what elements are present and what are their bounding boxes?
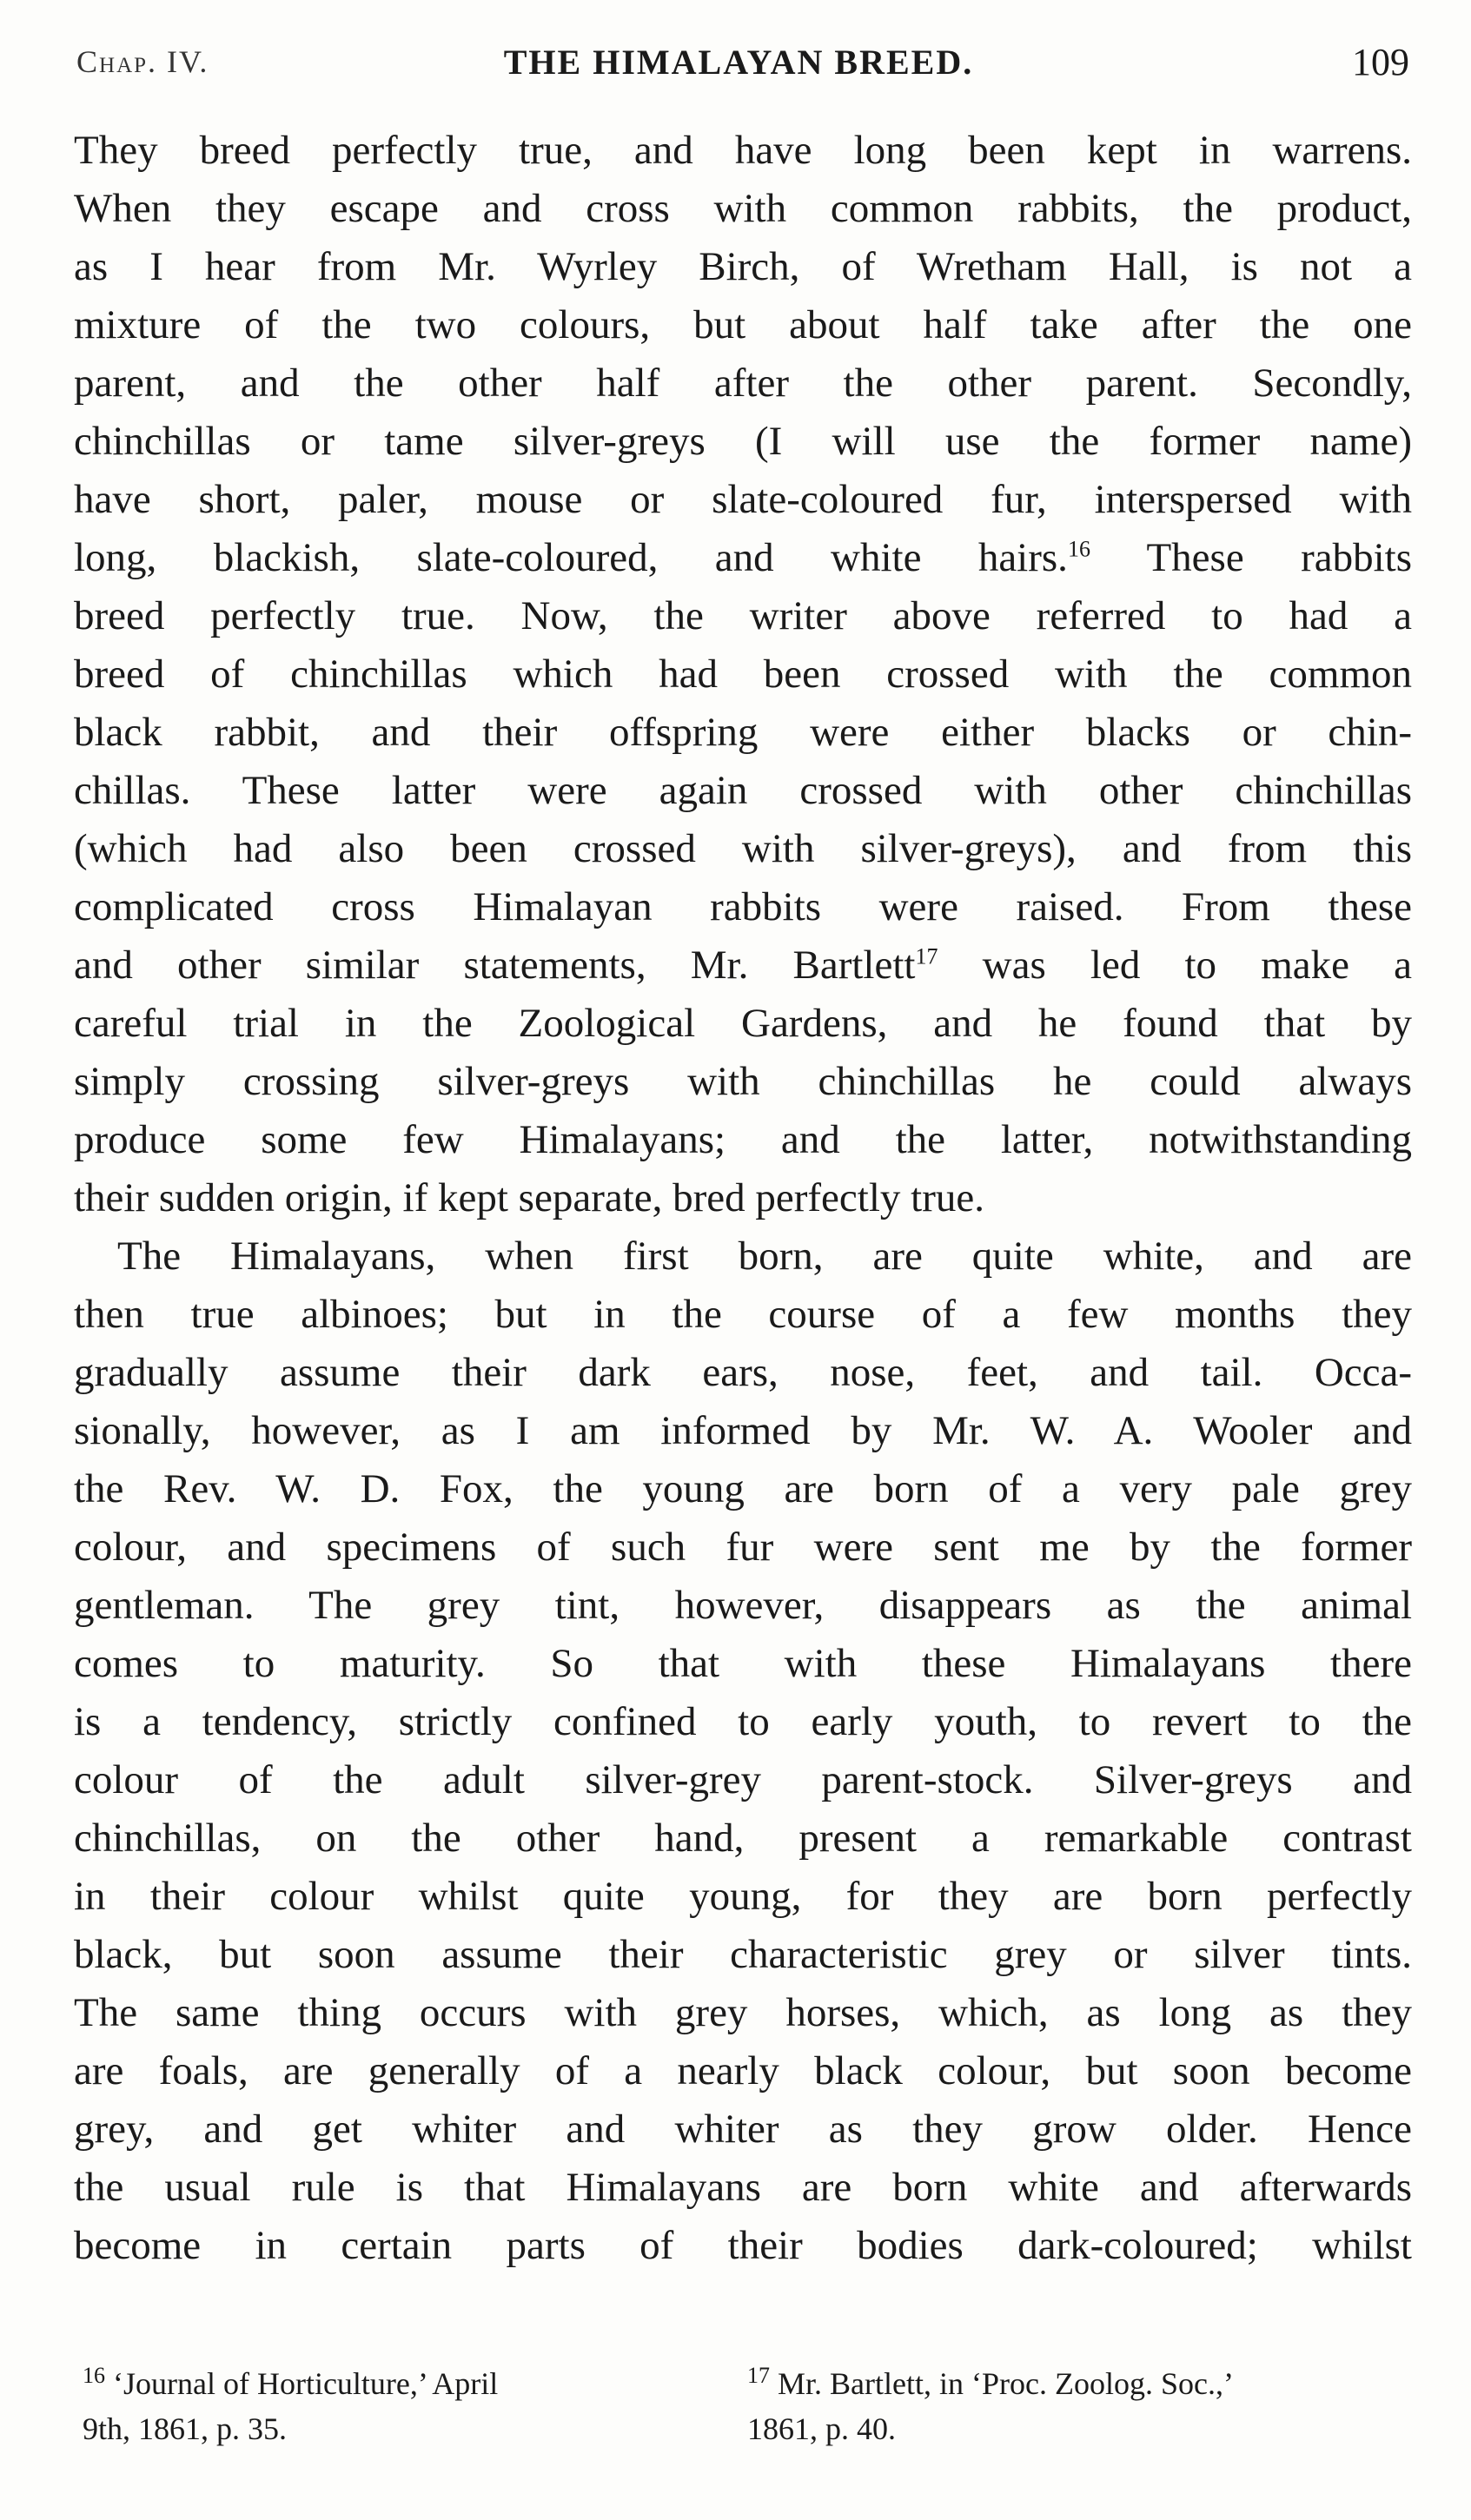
footnote-line — [747, 2361, 1412, 2406]
text-line: chinchillas, on the other hand, present a remarkable contrast — [74, 1816, 1412, 1861]
text-line: have short, paler, mouse or slate-coloured fur, interspersed with — [74, 477, 1412, 522]
text-segment: These rabbits — [1090, 535, 1412, 580]
paragraph-1 — [74, 122, 1412, 1227]
footnote-ref-17[interactable]: 17 — [915, 943, 938, 969]
text-line: mixture of the two colours, but about half take after the one — [74, 302, 1412, 347]
footnotes — [74, 2361, 1412, 2457]
text-line: (which had also been crossed with silver-greys), and from this — [74, 826, 1412, 871]
text-line: colour, and specimens of such fur were sent me by the former — [74, 1525, 1412, 1570]
text-line: breed perfectly true. Now, the writer above referred to had a — [74, 593, 1412, 638]
text-line: parent, and the other half after the other parent. Secondly, — [74, 360, 1412, 406]
text-line: the Rev. W. D. Fox, the young are born of a very pale grey — [74, 1466, 1412, 1511]
text-line: black rabbit, and their offspring were either blacks or chin- — [74, 710, 1412, 755]
page-number: 109 — [1352, 41, 1409, 83]
footnote-16 — [83, 2361, 726, 2451]
footnote-17 — [747, 2361, 1412, 2451]
text-line: breed of chinchillas which had been crossed with the common — [74, 651, 1412, 697]
text-line: in their colour whilst quite young, for they are born perfectly — [74, 1874, 1412, 1919]
text-line: the usual rule is that Himalayans are born white and afterwards — [74, 2165, 1412, 2210]
text-segment: was led to make a — [938, 943, 1412, 988]
text-line — [74, 936, 1412, 995]
text-line: are foals, are generally of a nearly black colour, but soon become — [74, 2048, 1412, 2093]
text-line: sionally, however, as I am informed by Mr. W. A. Wooler and — [74, 1408, 1412, 1453]
text-line: The Himalayans, when first born, are quite white, and are — [117, 1234, 1412, 1279]
footnote-line — [83, 2361, 726, 2406]
text-line: The same thing occurs with grey horses, which, as long as they — [74, 1990, 1412, 2035]
text-line: black, but soon assume their characteristic grey or silver tints. — [74, 1932, 1412, 1977]
footnote-ref-16[interactable]: 16 — [1067, 536, 1090, 562]
footnote-number: 17 — [747, 2363, 770, 2388]
text-line: chinchillas or tame silver-greys (I will use the former name) — [74, 419, 1412, 464]
text-line — [74, 529, 1412, 587]
text-line: become in certain parts of their bodies dark-coloured; whilst — [74, 2223, 1412, 2268]
body-text — [74, 122, 1412, 2275]
text-line: comes to maturity. So that with these Himalayans there — [74, 1641, 1412, 1686]
footnote-text: ‘Journal of Horticulture,’ April — [105, 2366, 499, 2401]
chapter-label: Chap. IV. — [76, 44, 209, 79]
text-line: is a tendency, strictly confined to early youth, to revert to the — [74, 1699, 1412, 1744]
footnote-line: 9th, 1861, p. 35. — [83, 2411, 288, 2446]
text-segment: long, blackish, slate-coloured, and white hairs. — [74, 535, 1068, 580]
text-line: grey, and get whiter and whiter as they grow older. Hence — [74, 2107, 1412, 2152]
footnote-line: 1861, p. 40. — [747, 2411, 896, 2446]
footnote-number: 16 — [83, 2363, 105, 2388]
text-line: their sudden origin, if kept separate, bred perfectly true. — [74, 1175, 984, 1220]
footnote-text: Mr. Bartlett, in ‘Proc. Zoolog. Soc.,’ — [770, 2366, 1234, 2401]
text-segment: and other similar statements, Mr. Bartlett — [74, 943, 916, 988]
text-line: gentleman. The grey tint, however, disappears as the animal — [74, 1583, 1412, 1628]
text-line: gradually assume their dark ears, nose, feet, and tail. Occa- — [74, 1350, 1412, 1395]
text-line: They breed perfectly true, and have long been kept in warrens. — [74, 128, 1412, 173]
text-line: then true albinoes; but in the course of a few months they — [74, 1292, 1412, 1337]
paragraph-2 — [74, 1227, 1412, 2275]
text-line: simply crossing silver-greys with chinchillas he could always — [74, 1059, 1412, 1104]
running-head — [61, 33, 1416, 94]
text-line: as I hear from Mr. Wyrley Birch, of Wretham Hall, is not a — [74, 244, 1412, 289]
text-line: produce some few Himalayans; and the latter, notwithstanding — [74, 1117, 1412, 1162]
running-title: THE HIMALAYAN BREED. — [503, 43, 974, 82]
text-line: complicated cross Himalayan rabbits were raised. From these — [74, 884, 1412, 929]
text-line: colour of the adult silver-grey parent-stock. Silver-greys and — [74, 1757, 1412, 1802]
text-line: chillas. These latter were again crossed with other chinchillas — [74, 768, 1412, 813]
text-line: careful trial in the Zoological Gardens, and he found that by — [74, 1001, 1412, 1046]
text-line: When they escape and cross with common rabbits, the product, — [74, 186, 1412, 231]
